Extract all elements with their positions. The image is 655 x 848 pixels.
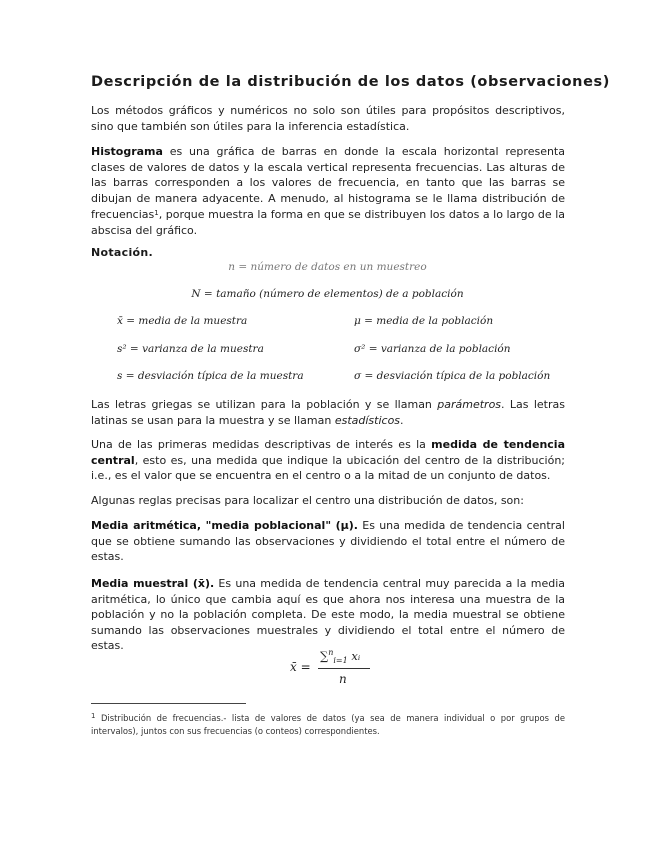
media-aritmetica-text: Es una medida de tendencia central que se obtiene sumando las observaciones y dividiendo el total entre el número de estas. <box>91 519 565 563</box>
greek-text-1: Las letras griegas se utilizan para la población y se llaman <box>91 398 438 411</box>
notation-population-variance: σ² = varianza de la población <box>354 343 511 355</box>
formula-numerator <box>320 648 360 665</box>
notation-heading: Notación. <box>91 246 154 259</box>
histogram-text-end: , porque muestra la forma en que se distribuyen los datos a lo largo de la abscisa del gráfico. <box>91 208 565 237</box>
formula-lhs: x̄ = <box>290 660 311 674</box>
media-muestral-paragraph <box>91 576 565 654</box>
footnote <box>91 710 565 738</box>
media-muestral-term: Media muestral (x̄). <box>91 577 215 590</box>
parametros-term: parámetros <box>437 398 502 411</box>
tendency-term: medida de tendencia central <box>91 438 565 467</box>
media-aritmetica-term: Media aritmética, "media poblacional" (μ). <box>91 519 358 532</box>
intro-paragraph: Los métodos gráficos y numéricos no solo son útiles para propósitos descriptivos, sino que también son útiles para la inferencia estadística. <box>91 104 565 133</box>
formula-variable: xᵢ <box>351 648 361 663</box>
summation-symbol: ∑ <box>320 648 329 663</box>
footnote-text: Distribución de frecuencias.- lista de valores de datos (ya sea de manera individual o por grupos de intervalos), juntos con sus frecuencias (o conteos) correspondientes. <box>91 713 565 736</box>
summation-upper: n <box>328 648 334 657</box>
summation-lower: i=1 <box>333 656 348 666</box>
greek-text-2: . Las letras latinas se usan para la muestra y se llaman <box>91 398 565 427</box>
footnote-mark: 1 <box>91 712 96 720</box>
tendency-text-1: Una de las primeras medidas descriptivas de interés es la <box>91 438 432 451</box>
central-tendency-paragraph <box>91 437 565 484</box>
tendency-text-2: , esto es, una medida que indique la ubicación del centro de la distribución; i.e., es el valor que se encuentra en el centro o a la mitad de un conjunto de datos. <box>91 453 565 482</box>
media-muestral-text: Es una medida de tendencia central muy parecida a la media aritmética, lo único que cambia aquí es que ahora nos interesa una muestra de la población y no la población completa. De este modo, la media muestral se obtiene sumando las observaciones muestrales y dividiendo el total entre el número de estas. <box>91 577 565 652</box>
formula-denominator: n <box>339 672 347 686</box>
sample-mean-formula <box>288 648 378 688</box>
notation-sample-mean: x̄ = media de la muestra <box>117 315 248 327</box>
histogram-text: es una gráfica de barras en donde la escala horizontal representa clases de valores de datos y la escala vertical representa frecuencias. Las alturas de las barras corresponden a los valores de frecuencia, en tanto que las barras se dibujan de manera adyacente. A menudo, al histograma se le llama distribución de frecuencias <box>91 145 565 221</box>
greek-text-3: . <box>400 413 404 427</box>
notation-n-definition: n = número de datos en un muestreo <box>228 261 427 273</box>
estadisticos-term: estadísticos <box>334 413 401 427</box>
notation-N-definition: N = tamaño (número de elementos) de a población <box>191 288 464 300</box>
notation-sample-std: s = desviación típica de la muestra <box>117 370 304 382</box>
histogram-paragraph <box>91 144 565 238</box>
notation-population-mean: μ = media de la población <box>354 315 494 327</box>
notation-sample-variance: s² = varianza de la muestra <box>117 343 264 355</box>
notation-population-std: σ = desviación típica de la población <box>354 370 551 382</box>
footnote-reference: 1 <box>154 209 159 217</box>
rules-paragraph: Algunas reglas precisas para localizar el centro una distribución de datos, son: <box>91 494 524 507</box>
media-aritmetica-paragraph <box>91 518 565 565</box>
greek-letters-paragraph <box>91 397 565 428</box>
fraction-bar <box>318 668 370 669</box>
histogram-term: Histograma <box>91 145 163 158</box>
section-title: Descripción de la distribución de los datos (observaciones) <box>91 74 610 90</box>
footnote-divider <box>91 703 246 704</box>
